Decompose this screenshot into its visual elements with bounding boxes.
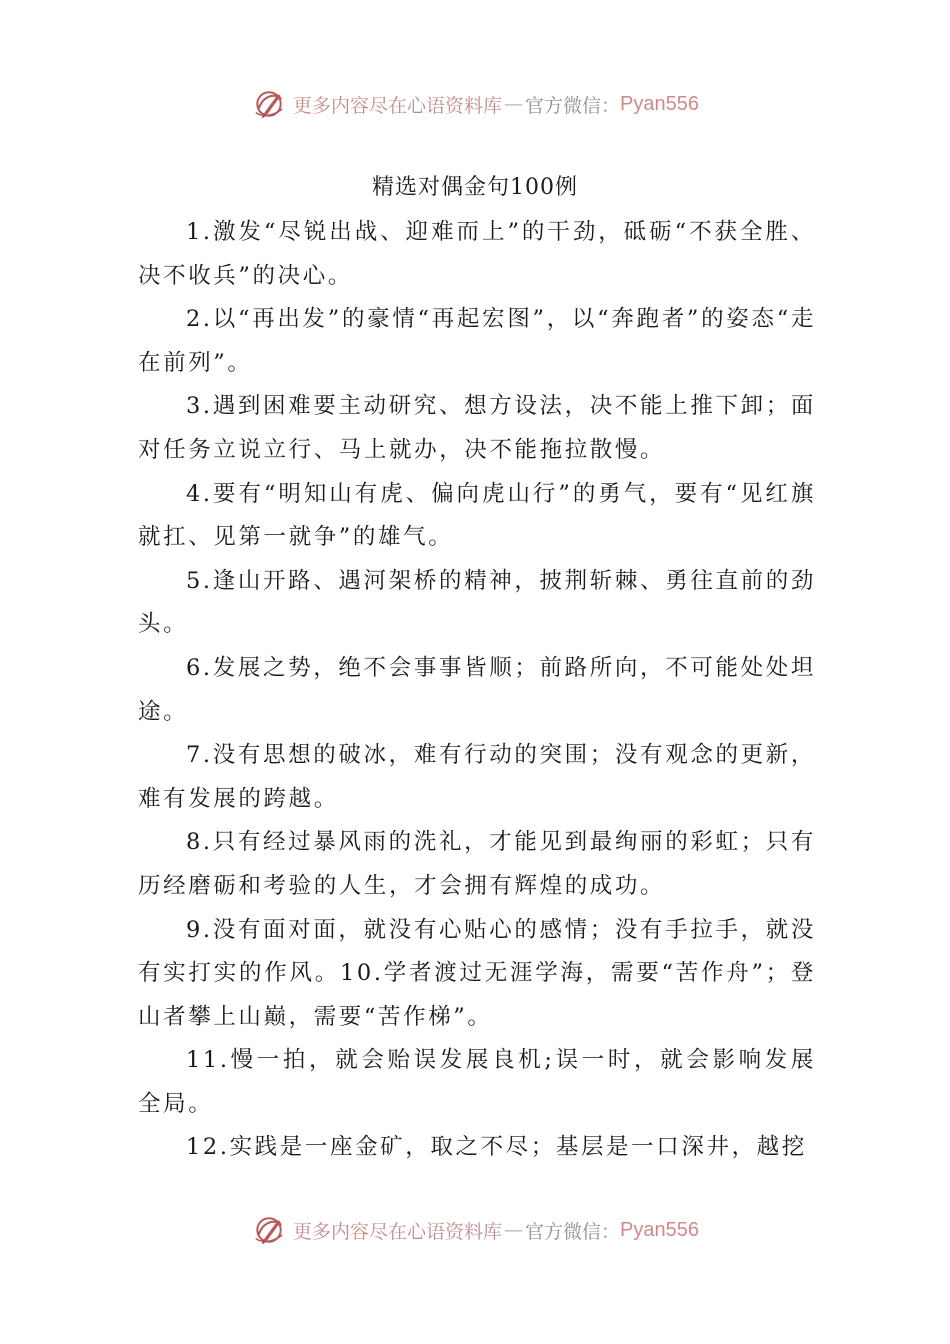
banner-separator: — xyxy=(504,93,524,115)
paragraph: 8.只有经过暴风雨的洗礼，才能见到最绚丽的彩虹；只有历经磨砺和考验的人生，才会拥有辉煌的成功。 xyxy=(138,829,816,899)
paragraph: 5.逢山开路、遇河架桥的精神，披荆斩棘、勇往直前的劲头。 xyxy=(138,567,816,638)
promo-text: 更多内容尽在心语资料库 xyxy=(293,1220,503,1243)
paragraph: 7.没有思想的破冰，难有行动的突围；没有观念的更新，难有发展的跨越。 xyxy=(138,742,816,812)
paragraph: 2.以“再出发”的豪情“再起宏图”，以“奔跑者”的姿态“走在前列”。 xyxy=(138,306,816,376)
paragraph: 9.没有面对面，就没有心贴心的感情；没有手拉手，就没有实打实的作风。10.学者渡过无涯学海，需要“苦作舟”；登山者攀上山巅，需要“苦作梯”。 xyxy=(138,916,816,1030)
header-banner xyxy=(0,84,950,124)
banner-separator: — xyxy=(504,1219,524,1241)
pen-swirl-logo-icon xyxy=(251,1212,287,1248)
footer-banner xyxy=(0,1210,950,1250)
paragraph: 1.激发“尽锐出战、迎难而上”的干劲，砥砺“不获全胜、决不收兵”的决心。 xyxy=(138,219,816,289)
wechat-id: Pyan556 xyxy=(620,1218,699,1241)
wechat-label: 官方微信： xyxy=(525,1220,621,1243)
wechat-id: Pyan556 xyxy=(620,92,699,115)
paragraph: 12.实践是一座金矿，取之不尽；基层是一口深井，越挖 xyxy=(186,1134,807,1161)
document-body xyxy=(138,211,816,1170)
paragraph: 6.发展之势，绝不会事事皆顺；前路所向，不可能处处坦途。 xyxy=(138,654,816,725)
paragraph: 4.要有“明知山有虎、偏向虎山行”的勇气，要有“见红旗就扛、见第一就争”的雄气。 xyxy=(138,480,816,551)
pen-swirl-logo-icon xyxy=(251,86,287,122)
paragraph: 11.慢一拍，就会贻误发展良机;误一时，就会影响发展全局。 xyxy=(138,1047,816,1117)
paragraph: 3.遇到困难要主动研究、想方设法，决不能上推下卸；面对任务立说立行、马上就办，决不能拖拉散慢。 xyxy=(138,393,816,463)
document-title: 精选对偶金句100例 xyxy=(372,175,578,200)
promo-text: 更多内容尽在心语资料库 xyxy=(293,94,503,117)
wechat-label: 官方微信： xyxy=(525,94,621,117)
